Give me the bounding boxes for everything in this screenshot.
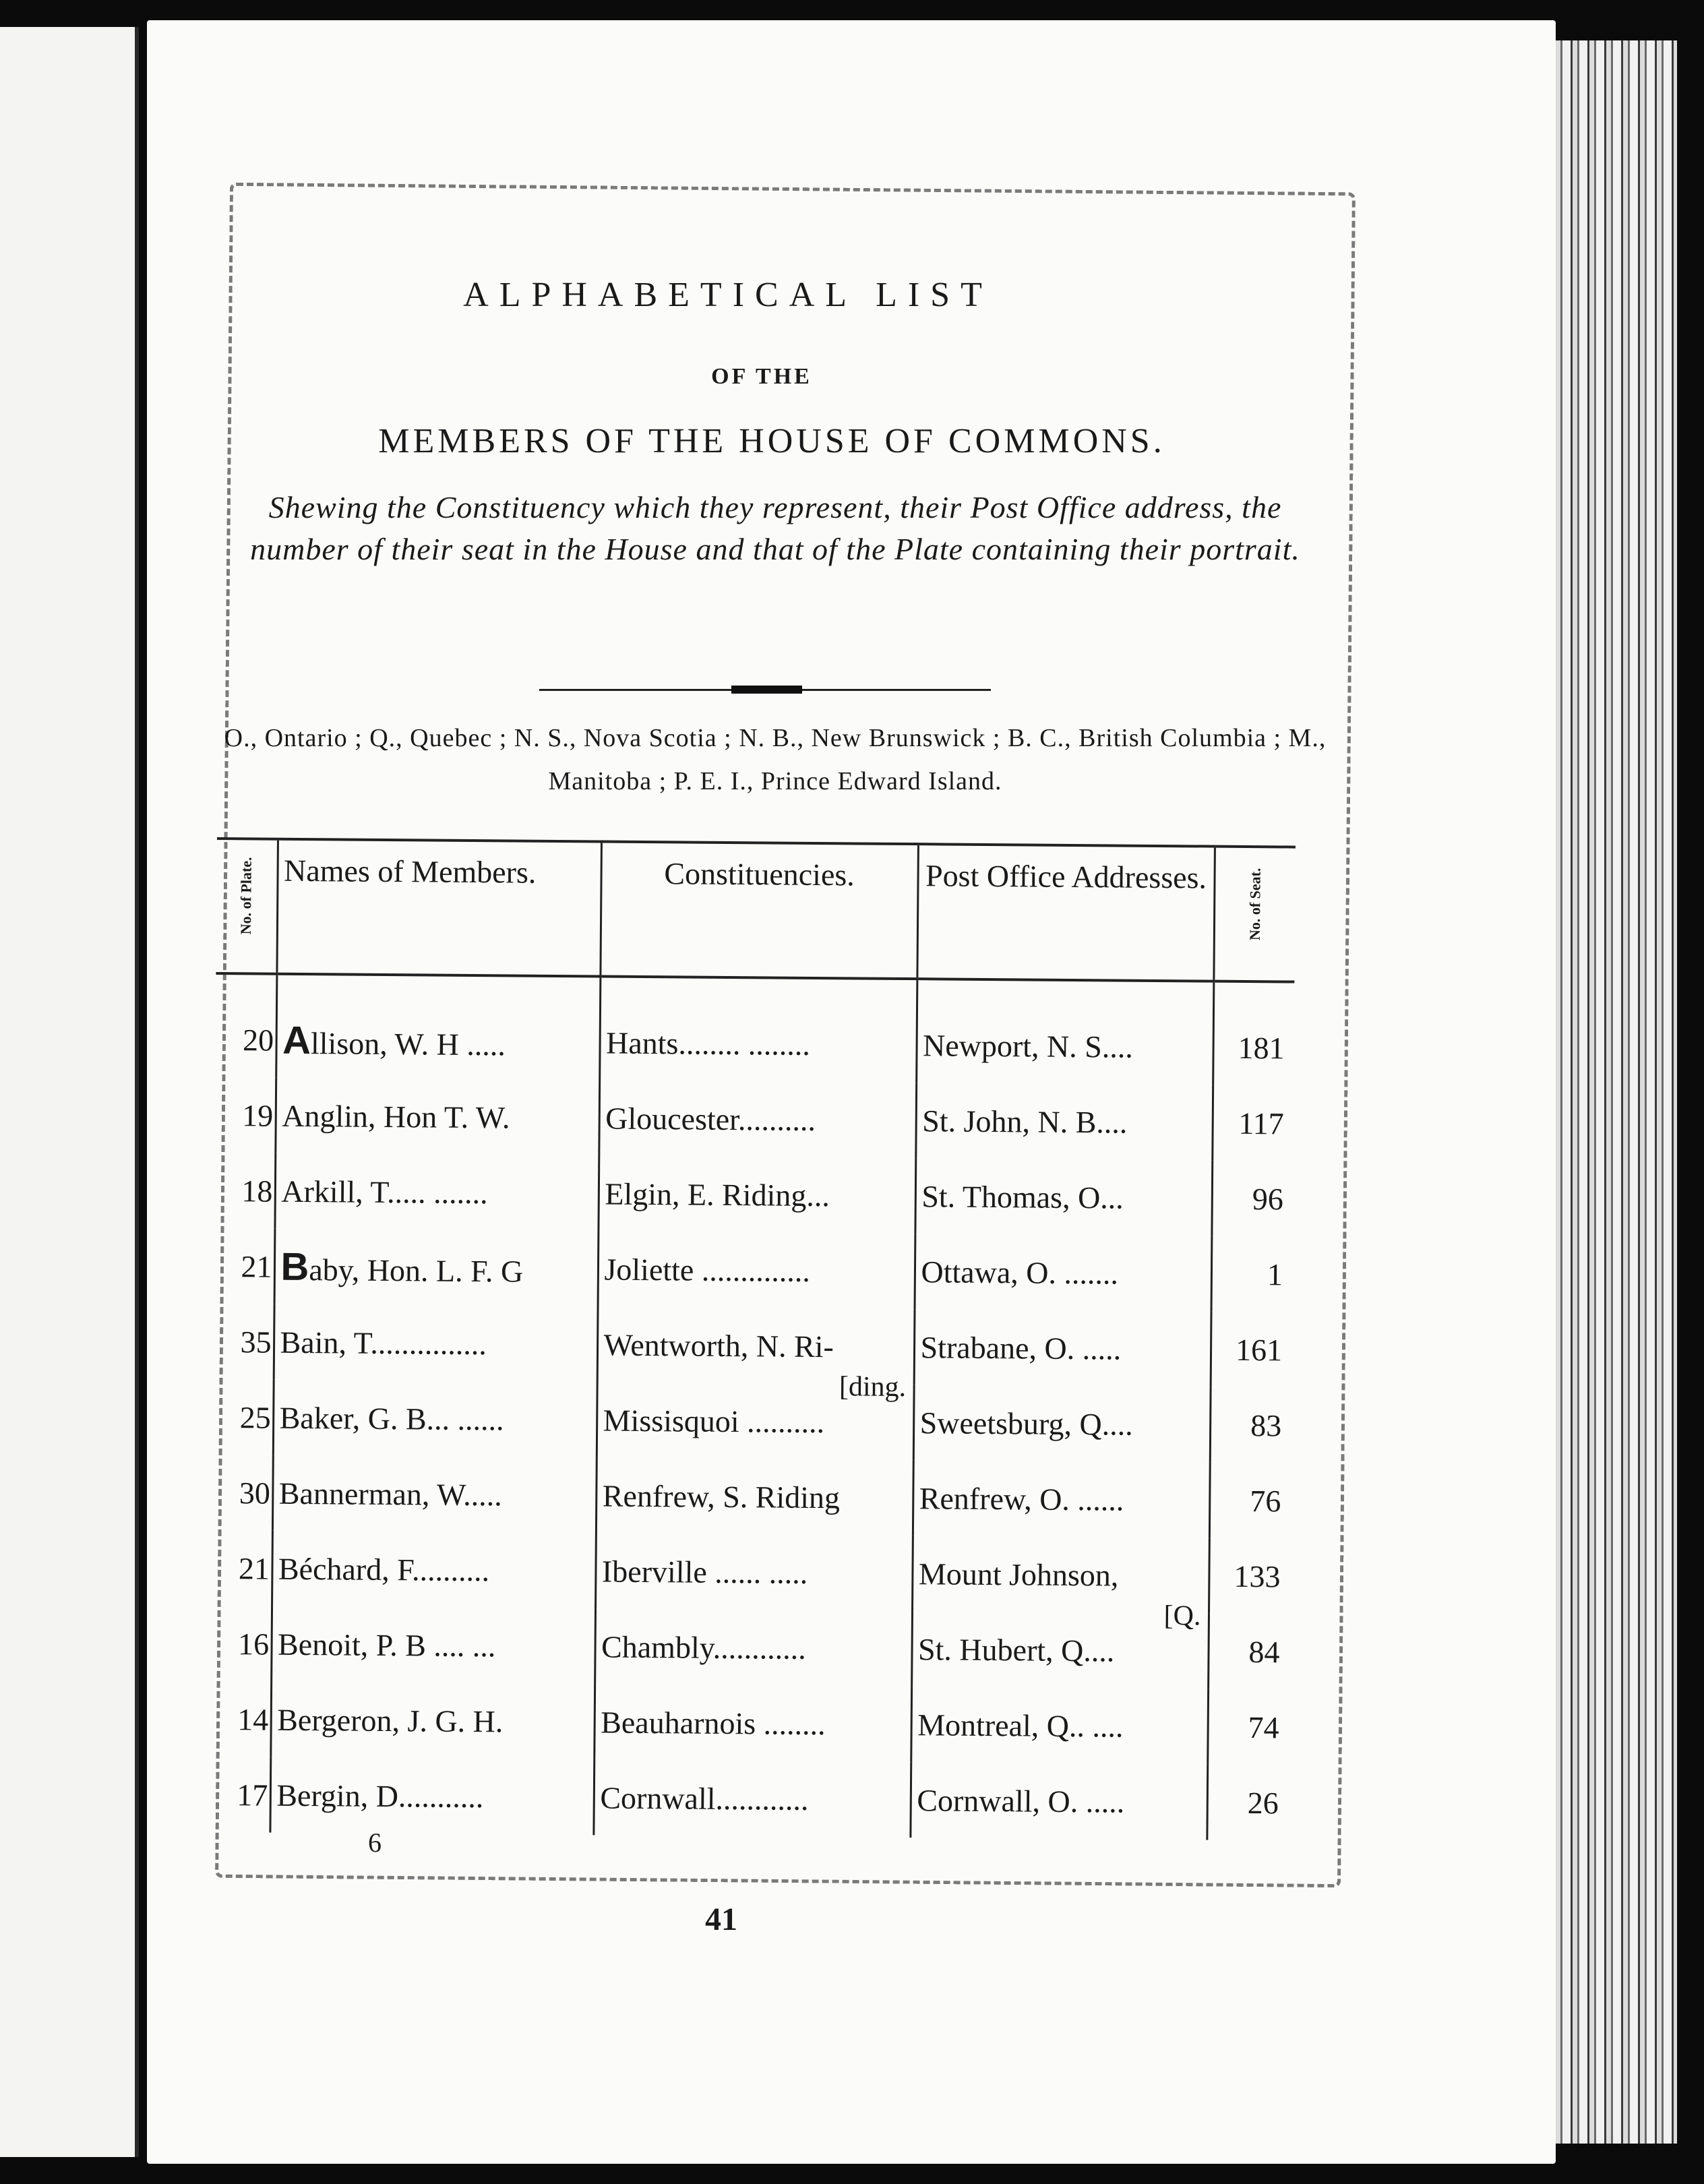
table-row: [211, 1530, 1290, 1614]
post-office-address: Mount Johnson, [Q.: [912, 1536, 1209, 1613]
member-name: Bergeron, J. G. H.: [277, 1702, 504, 1738]
seat-number: 1: [1267, 1256, 1283, 1292]
plate-number: 20: [215, 973, 276, 1078]
post-office-address: Newport, N. S....: [916, 979, 1213, 1085]
plate-number: 35: [213, 1304, 274, 1380]
constituency: Iberville ...... .....: [595, 1533, 913, 1611]
member-name-cell: [273, 1380, 597, 1458]
member-name-cell: [270, 1682, 595, 1760]
plate-number: 14: [210, 1681, 271, 1757]
seat-number: 74: [1248, 1709, 1279, 1745]
seat-number: 84: [1248, 1634, 1280, 1669]
table-row: [210, 1606, 1289, 1690]
member-name: Benoit, P. B .... ...: [277, 1627, 496, 1663]
header-seat: No. of Seat.: [1213, 847, 1296, 982]
table-header-row: [216, 839, 1296, 982]
seat-number: 117: [1238, 1105, 1284, 1141]
member-name-cell: [272, 1531, 596, 1609]
seat-number: 76: [1250, 1483, 1281, 1518]
plate-number: 19: [214, 1077, 276, 1153]
table-row: [212, 1455, 1291, 1539]
page-number: 41: [705, 1902, 737, 1937]
constituency: Renfrew, S. Riding: [596, 1457, 913, 1536]
post-office-address: St. Hubert, Q....: [911, 1611, 1209, 1689]
member-name-cell: [271, 1606, 595, 1685]
member-name: Bain, T...............: [280, 1325, 487, 1361]
constituency: Missisquoi ..........: [597, 1382, 914, 1460]
member-name-cell: [274, 1229, 599, 1307]
footnote-number: 6: [368, 1827, 382, 1858]
post-office-address: Montreal, Q.. ....: [911, 1687, 1208, 1764]
table-row: [214, 1077, 1294, 1161]
plate-number: 21: [214, 1228, 275, 1304]
plate-number: 30: [212, 1455, 273, 1531]
address-continuation: [Q.: [1163, 1600, 1201, 1632]
post-office-address: St. Thomas, O...: [915, 1158, 1212, 1236]
constituency: Chambly............: [595, 1608, 912, 1687]
member-name: Arkill, T..... .......: [281, 1174, 488, 1210]
seat-number: 83: [1250, 1407, 1282, 1443]
seat-number: 96: [1252, 1181, 1284, 1216]
plate-number: 18: [214, 1153, 275, 1229]
left-page-edge: [0, 27, 139, 2157]
member-name-cell: [275, 1078, 599, 1156]
plate-number: 25: [212, 1379, 274, 1455]
seat-number: 181: [1238, 1030, 1285, 1065]
constituency: Gloucester..........: [599, 1080, 916, 1158]
plate-number: 17: [209, 1757, 270, 1833]
member-name: Baker, G. B... ......: [279, 1400, 504, 1436]
title-of-the: OF THE: [711, 364, 812, 389]
table-row: [214, 1153, 1293, 1237]
subtitle: Shewing the Constituency which they represent, their Post Office address, the number of their seat in the House and that of the Plate containing their portrait.: [250, 490, 1300, 566]
post-office-address: Renfrew, O. ......: [913, 1460, 1210, 1538]
table-row: [210, 1681, 1289, 1765]
drop-initial: A: [282, 1018, 311, 1062]
seat-number: 26: [1247, 1785, 1279, 1820]
constituency: Elgin, E. Riding...: [598, 1155, 915, 1234]
drop-initial: B: [280, 1244, 309, 1289]
abbreviations: O., Ontario ; Q., Quebec ; N. S., Nova Scotia ; N. B., New Brunswick ; B. C., British Columbia ; M., Manitoba ; P. E. I., Prince Edward Island.: [224, 724, 1327, 795]
list-title: ALPHABETICAL LIST: [463, 276, 993, 314]
constituency: Beauharnois ........: [594, 1684, 911, 1762]
member-name-cell: [270, 1757, 594, 1836]
member-name: Bannerman, W.....: [278, 1476, 502, 1512]
divider-rule-center: [731, 686, 802, 694]
member-name: Bergin, D...........: [276, 1778, 484, 1814]
constituency: Wentworth, N. Ri- [ding.: [597, 1306, 915, 1385]
member-name-cell: [272, 1455, 597, 1534]
member-name: llison, W. H .....: [310, 1025, 506, 1062]
constituency: Hants........ ........: [599, 976, 917, 1083]
header-plate: No. of Plate.: [216, 839, 278, 974]
member-name: Anglin, Hon T. W.: [282, 1098, 510, 1134]
member-name-cell: [274, 1153, 599, 1232]
constituency: Joliette ..............: [598, 1231, 915, 1309]
post-office-address: Ottawa, O. .......: [915, 1234, 1212, 1311]
header-addresses: Post Office Addresses.: [917, 844, 1215, 981]
member-name-cell: [274, 1304, 598, 1383]
post-office-address: Sweetsburg, Q....: [913, 1385, 1211, 1462]
header-constituencies: Constituencies.: [600, 841, 918, 979]
seat-number: 133: [1234, 1558, 1281, 1594]
table-row: [214, 1228, 1293, 1312]
member-name: aby, Hon. L. F. G: [309, 1252, 524, 1289]
post-office-address: Cornwall, O. .....: [910, 1762, 1207, 1840]
plate-number: 21: [211, 1530, 272, 1606]
table-row: [213, 1304, 1292, 1388]
constituency-continuation: [ding.: [839, 1371, 907, 1403]
post-office-address: Strabane, O. .....: [914, 1309, 1211, 1387]
constituency: Cornwall............: [593, 1759, 911, 1838]
member-name: Béchard, F..........: [278, 1551, 490, 1587]
header-names: Names of Members.: [276, 839, 601, 977]
table-row: [212, 1379, 1291, 1463]
table-row: [215, 973, 1294, 1086]
seat-number: 161: [1235, 1332, 1283, 1367]
post-office-address: St. John, N. B....: [915, 1083, 1213, 1160]
title-members: MEMBERS OF THE HOUSE OF COMMONS.: [378, 422, 1165, 460]
members-table: [209, 837, 1296, 1841]
plate-number: 16: [210, 1606, 272, 1682]
member-name-cell: [276, 974, 600, 1081]
